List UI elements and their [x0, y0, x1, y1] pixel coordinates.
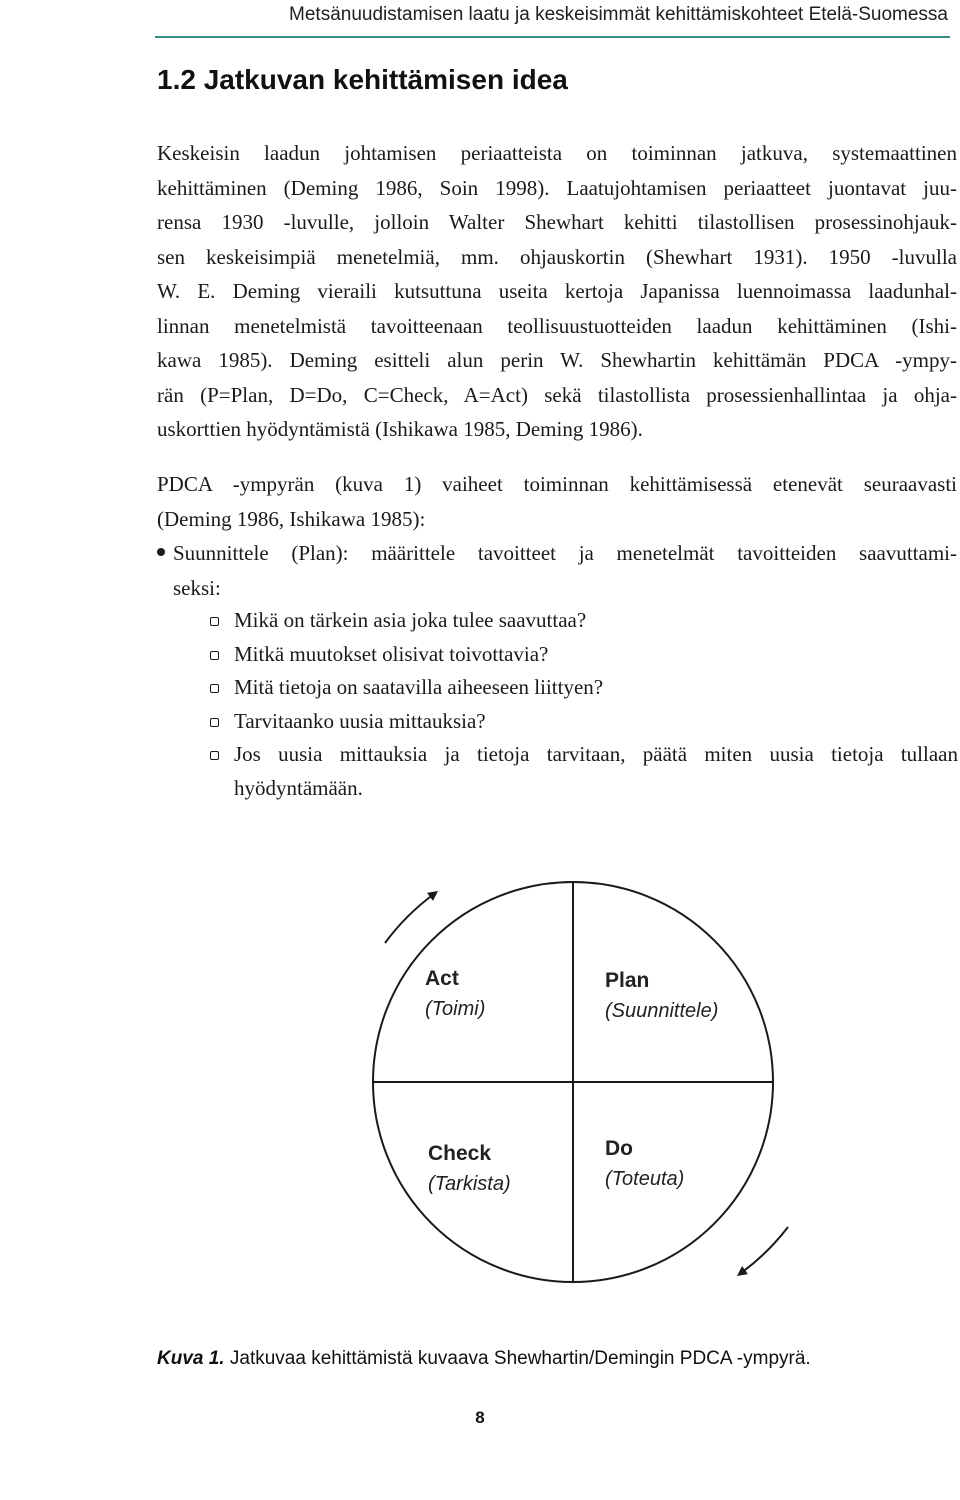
- list-item-text: Jos uusia mittauksia ja tietoja tarvitaan, päätä miten uusia tietoja tullaan: [234, 742, 958, 766]
- text-line: (Deming 1986, Ishikawa 1985):: [157, 506, 426, 531]
- text-line: kawa 1985). Deming esitteli alun perin W. Shewhartin kehittämän PDCA -ympy-: [157, 348, 957, 372]
- quadrant-act-sub: (Toimi): [425, 998, 486, 1020]
- caption-text: Jatkuvaa kehittämistä kuvaava Shewhartin/Demingin PDCA -ympyrä.: [229, 1348, 811, 1369]
- quadrant-check-label: Check: [428, 1142, 492, 1165]
- paragraph-pdca: [157, 467, 957, 536]
- list-item: [210, 671, 958, 705]
- list-item: [210, 738, 958, 805]
- list-item: [210, 604, 958, 638]
- list-item: [210, 705, 958, 739]
- quadrant-do-sub: (Toteuta): [605, 1168, 685, 1190]
- bullet-dot-icon: [157, 548, 165, 556]
- quadrant-check-sub: (Tarkista): [428, 1173, 511, 1195]
- text-line: kehittäminen (Deming 1986, Soin 1998). Laatujohtamisen periaatteet juontavat juu-: [157, 175, 957, 200]
- list-item: [210, 638, 958, 672]
- caption-label: Kuva 1.: [157, 1348, 225, 1369]
- figure-caption: [157, 1348, 811, 1370]
- text-line: linnan menetelmistä tavoitteenaan teollisuustuotteiden laadun kehittäminen (Ishi-: [157, 313, 957, 338]
- square-bullet-icon: [210, 651, 219, 660]
- text-line: rensa 1930 -luvulle, jolloin Walter Shewhart kehitti tilastollisen prosessinohjauk-: [157, 210, 957, 234]
- square-bullet-icon: [210, 751, 219, 760]
- text-line: rän (P=Plan, D=Do, C=Check, A=Act) sekä tilastollista prosessienhallintaa ja ohja-: [157, 382, 957, 407]
- bullet-plan: [157, 536, 957, 605]
- pdca-cycle-diagram: [330, 835, 830, 1325]
- page-number: 8: [475, 1408, 485, 1427]
- quadrant-act-label: Act: [425, 967, 459, 990]
- square-bullet-icon: [210, 718, 219, 727]
- text-line: sen keskeisimpiä menetelmiä, mm. ohjauskortin (Shewhart 1931). 1950 -luvulla: [157, 244, 957, 269]
- list-item-text: hyödyntämään.: [234, 775, 363, 800]
- text-line: Keskeisin laadun johtamisen periaatteista on toiminnan jatkuva, systemaattinen: [157, 141, 957, 165]
- quadrant-plan-sub: (Suunnittele): [605, 1000, 719, 1022]
- running-header: Metsänuudistamisen laatu ja keskeisimmät kehittämiskohteet Etelä-Suomessa: [289, 4, 948, 25]
- text-line: seksi:: [173, 575, 221, 600]
- list-item-text: Mitkä muutokset olisivat toivottavia?: [234, 641, 549, 666]
- plan-questions-list: [210, 604, 958, 805]
- quadrant-do-label: Do: [605, 1137, 633, 1160]
- text-line: Suunnittele (Plan): määrittele tavoitteet ja menetelmät tavoitteiden saavuttami-: [173, 541, 957, 565]
- text-line: W. E. Deming vieraili kutsuttuna useita kertoja Japanissa luennoimassa laadunhal-: [157, 279, 957, 303]
- text-line: PDCA -ympyrän (kuva 1) vaiheet toiminnan kehittämisessä etenevät seuraavasti: [157, 472, 957, 496]
- paragraph-intro: [157, 136, 957, 447]
- list-item-text: Mikä on tärkein asia joka tulee saavuttaa?: [234, 608, 587, 632]
- square-bullet-icon: [210, 617, 219, 626]
- section-title: 1.2 Jatkuvan kehittämisen idea: [157, 64, 568, 95]
- header-rule: [155, 36, 950, 38]
- cycle-arrow-bottom-right-icon: [741, 1227, 788, 1273]
- square-bullet-icon: [210, 684, 219, 693]
- quadrant-plan-label: Plan: [605, 969, 650, 992]
- cycle-arrow-top-left-icon: [385, 894, 434, 943]
- list-item-text: Tarvitaanko uusia mittauksia?: [234, 708, 486, 733]
- text-line: uskorttien hyödyntämistä (Ishikawa 1985, Deming 1986).: [157, 417, 643, 441]
- list-item-text: Mitä tietoja on saatavilla aiheeseen liittyen?: [234, 675, 604, 699]
